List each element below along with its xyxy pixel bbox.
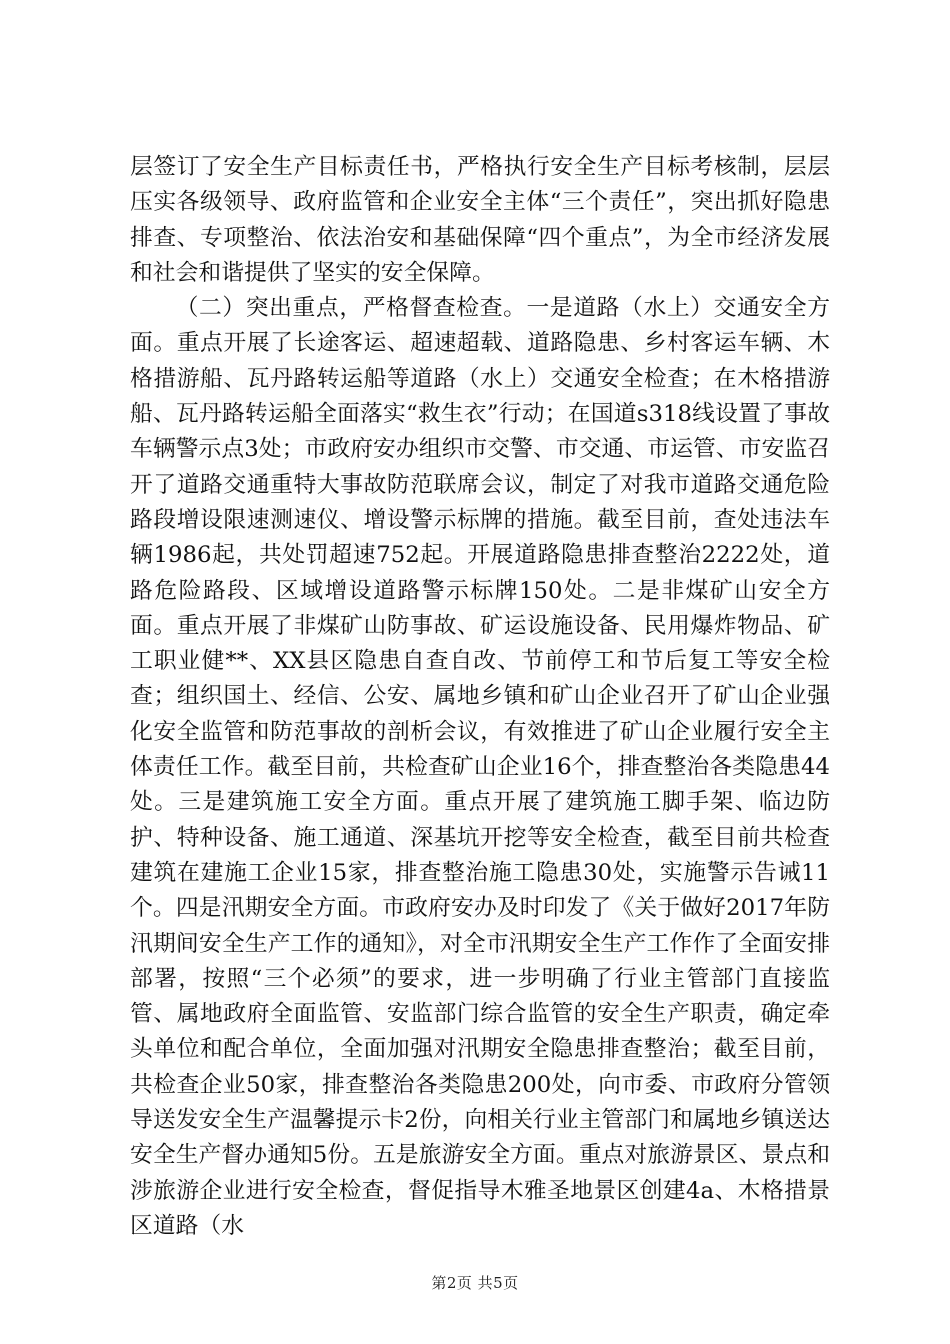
page-footer: 第2页 共5页 <box>431 1274 519 1292</box>
document-body <box>130 150 830 1244</box>
paragraph-section-two: （二）突出重点，严格督查检查。一是道路（水上）交通安全方面。重点开展了长途客运、超速超载、道路隐患、乡村客运车辆、木格措游船、瓦丹路转运船等道路（水上）交通安全检查；在木格措游船、瓦丹路转运船全面落实“救生衣”行动；在国道s318线设置了事故车辆警示点3处；市政府安办组织市交警、市交通、市运管、市安监召开了道路交通重特大事故防范联席会议，制定了对我市道路交通危险路段增设限速测速仪、增设警示标牌的措施。截至目前，查处违法车辆1986起，共处罚超速752起。开展道路隐患排查整治2222处，道路危险路段、区域增设道路警示标牌150处。二是非煤矿山安全方面。重点开展了非煤矿山防事故、矿运设施设备、民用爆炸物品、矿工职业健**、XX县区隐患自查自改、节前停工和节后复工等安全检查；组织国土、经信、公安、属地乡镇和矿山企业召开了矿山企业强化安全监管和防范事故的剖析会议，有效推进了矿山企业履行安全主体责任工作。截至目前，共检查矿山企业16个，排查整治各类隐患44处。三是建筑施工安全方面。重点开展了建筑施工脚手架、临边防护、特种设备、施工通道、深基坑开挖等安全检查，截至目前共检查建筑在建施工企业15家，排查整治施工隐患30处，实施警示告诫11个。四是汛期安全方面。市政府安办及时印发了《关于做好2017年防汛期间安全生产工作的通知》，对全市汛期安全生产工作作了全面安排部署，按照“三个必须”的要求，进一步明确了行业主管部门直接监管、属地政府全面监管、安监部门综合监管的安全生产职责，确定牵头单位和配合单位，全面加强对汛期安全隐患排查整治；截至目前，共检查企业50家，排查整治各类隐患200处，向市委、市政府分管领导送发安全生产温馨提示卡2份，向相关行业主管部门和属地乡镇送达安全生产督办通知5份。五是旅游安全方面。重点对旅游景区、景点和涉旅游企业进行安全检查，督促指导木雅圣地景区创建4a、木格措景区道路（水 <box>130 295 830 1239</box>
paragraph-continuation: 层签订了安全生产目标责任书，严格执行安全生产目标考核制，层层压实各级领导、政府监管和企业安全主体“三个责任”，突出抓好隐患排查、专项整治、依法治安和基础保障“四个重点”，为全市经济发展和社会和谐提供了坚实的安全保障。 <box>130 154 830 286</box>
